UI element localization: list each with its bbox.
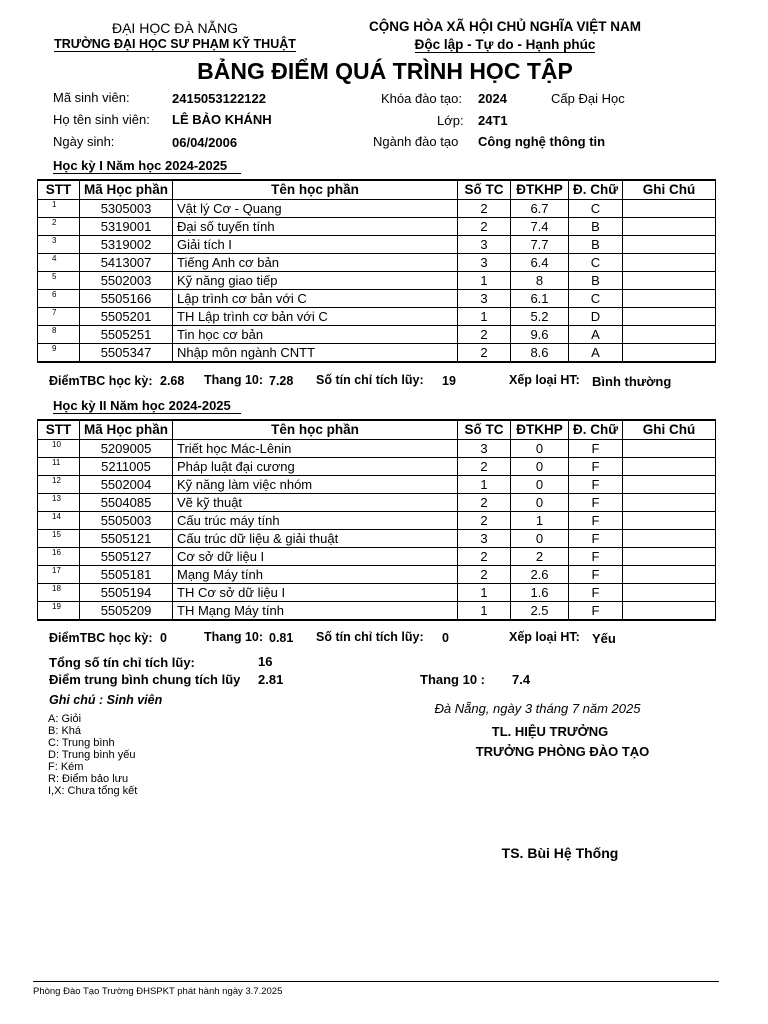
row-number: 18: [38, 584, 80, 602]
course-score: 0: [511, 458, 569, 476]
course-score: 0: [511, 476, 569, 494]
letter-grade: F: [569, 548, 623, 566]
table-row: [38, 272, 716, 290]
table-row: [38, 344, 716, 363]
credit-count: 1: [458, 476, 511, 494]
letter-grade: A: [569, 344, 623, 363]
semester-2-heading: [53, 398, 241, 413]
letter-grade: F: [569, 584, 623, 602]
note-cell: [623, 512, 716, 530]
credit-count: 3: [458, 236, 511, 254]
course-name: Kỹ năng giao tiếp: [173, 272, 458, 290]
credit-count: 1: [458, 584, 511, 602]
col-header: Số TC: [458, 180, 511, 200]
legend-item: R: Điểm bảo lưu: [48, 773, 129, 785]
row-number: 14: [38, 512, 80, 530]
total-credits-label: Tổng số tín chỉ tích lũy:: [49, 655, 195, 670]
dob-label: Ngày sinh:: [53, 134, 115, 149]
credit-count: 2: [458, 566, 511, 584]
semester-1-rows: [38, 200, 716, 363]
note-cell: [623, 548, 716, 566]
course-label: Khóa đào tạo:: [381, 91, 462, 106]
letter-grade: B: [569, 218, 623, 236]
course-score: 8.6: [511, 344, 569, 363]
sem1-tbc: 2.68: [160, 374, 185, 388]
letter-grade: F: [569, 530, 623, 548]
credit-count: 1: [458, 272, 511, 290]
signature-line2: TRƯỞNG PHÒNG ĐÀO TẠO: [475, 744, 650, 759]
course-code: 5505127: [80, 548, 173, 566]
total-t10-label: Thang 10 :: [420, 672, 486, 687]
row-number: 11: [38, 458, 80, 476]
sem2-rank-label: Xếp loại HT:: [509, 630, 580, 644]
course-name: TH Mạng Máy tính: [173, 602, 458, 621]
course-name: Đại số tuyến tính: [173, 218, 458, 236]
row-number: 2: [38, 218, 80, 236]
course-code: 5505166: [80, 290, 173, 308]
col-header: STT: [38, 180, 80, 200]
course-score: 2.5: [511, 602, 569, 621]
course-code: 5319002: [80, 236, 173, 254]
course-code: 5504085: [80, 494, 173, 512]
school-name-text: TRƯỜNG ĐẠI HỌC SƯ PHẠM KỸ THUẬT: [54, 37, 296, 51]
student-name-label: Họ tên sinh viên:: [53, 112, 150, 127]
table-row: [38, 458, 716, 476]
course-code: 5505201: [80, 308, 173, 326]
course-score: 1: [511, 512, 569, 530]
note-cell: [623, 200, 716, 218]
note-cell: [623, 218, 716, 236]
credit-count: 3: [458, 254, 511, 272]
footer-divider: [33, 981, 719, 982]
major: Công nghệ thông tin: [478, 134, 606, 149]
course-code: 5305003: [80, 200, 173, 218]
row-number: 12: [38, 476, 80, 494]
letter-grade: F: [569, 440, 623, 458]
row-number: 1: [38, 200, 80, 218]
sem2-rank: Yếu: [592, 631, 616, 646]
course-name: Vẽ kỹ thuật: [173, 494, 458, 512]
course-name: Nhập môn ngành CNTT: [173, 344, 458, 363]
credit-count: 2: [458, 512, 511, 530]
course-score: 8: [511, 272, 569, 290]
total-gpa: 2.81: [258, 672, 284, 687]
col-header: STT: [38, 420, 80, 440]
semester-2-rows: [38, 440, 716, 621]
university-name: ĐẠI HỌC ĐÀ NẴNG: [111, 20, 238, 36]
class: 24T1: [478, 113, 508, 128]
credit-count: 2: [458, 548, 511, 566]
class-label: Lớp:: [437, 113, 464, 128]
school-name: [30, 37, 320, 51]
letter-grade: F: [569, 602, 623, 621]
row-number: 8: [38, 326, 80, 344]
table-row: [38, 200, 716, 218]
note-cell: [623, 308, 716, 326]
row-number: 5: [38, 272, 80, 290]
table-row: [38, 512, 716, 530]
table-row: [38, 476, 716, 494]
table-row: [38, 440, 716, 458]
notes-legend: [48, 713, 137, 797]
credit-count: 3: [458, 440, 511, 458]
col-header: Đ. Chữ: [569, 420, 623, 440]
course-score: 1.6: [511, 584, 569, 602]
note-cell: [623, 458, 716, 476]
note-cell: [623, 476, 716, 494]
signature-line1: TL. HIỆU TRƯỞNG: [491, 724, 609, 739]
course-name: Vật lý Cơ - Quang: [173, 200, 458, 218]
credit-count: 2: [458, 200, 511, 218]
course-score: 6.4: [511, 254, 569, 272]
nation-motto-text: Độc lập - Tự do - Hạnh phúc: [414, 37, 596, 52]
course-code: 5211005: [80, 458, 173, 476]
letter-grade: F: [569, 512, 623, 530]
sem1-credits-label: Số tín chỉ tích lũy:: [316, 373, 424, 387]
course-code: 5505251: [80, 326, 173, 344]
semester-1-heading: [53, 158, 241, 173]
course-name: Cơ sở dữ liệu I: [173, 548, 458, 566]
col-header: Mã Học phần: [80, 420, 173, 440]
sem1-t10: 7.28: [269, 374, 294, 388]
note-cell: [623, 530, 716, 548]
note-cell: [623, 236, 716, 254]
row-number: 19: [38, 602, 80, 621]
legend-item: A: Giỏi: [48, 713, 82, 725]
course-name: Tin học cơ bản: [173, 326, 458, 344]
course-code: 5505209: [80, 602, 173, 621]
course-code: 5505194: [80, 584, 173, 602]
letter-grade: B: [569, 236, 623, 254]
course-score: 0: [511, 494, 569, 512]
student-id: 2415053122122: [172, 91, 266, 106]
table-row: [38, 254, 716, 272]
note-cell: [623, 290, 716, 308]
table-row: [38, 548, 716, 566]
letter-grade: A: [569, 326, 623, 344]
sem2-tbc-label: ĐiểmTBC học kỳ:: [49, 631, 153, 645]
sem2-t10: 0.81: [269, 631, 294, 645]
course-score: 6.7: [511, 200, 569, 218]
total-t10: 7.4: [512, 672, 531, 687]
course-code: 5209005: [80, 440, 173, 458]
note-cell: [623, 272, 716, 290]
credit-count: 2: [458, 326, 511, 344]
sem2-credits-label: Số tín chỉ tích lũy:: [316, 630, 424, 644]
table-row: [38, 566, 716, 584]
table-row: [38, 236, 716, 254]
course-code: 5502004: [80, 476, 173, 494]
letter-grade: F: [569, 458, 623, 476]
sem2-t10-label: Thang 10:: [204, 630, 264, 644]
sem1-rank: Bình thường: [592, 374, 672, 389]
page-title: BẢNG ĐIỂM QUÁ TRÌNH HỌC TẬP: [197, 58, 573, 84]
nation-motto: [355, 37, 655, 52]
sem2-credits: 0: [442, 631, 449, 645]
nation-name: CỘNG HÒA XÃ HỘI CHỦ NGHĨA VIỆT NAM: [368, 19, 641, 34]
note-cell: [623, 440, 716, 458]
sem1-rank-label: Xếp loại HT:: [509, 373, 580, 387]
course-code: 5502003: [80, 272, 173, 290]
course-name: Cấu trúc dữ liệu & giải thuật: [173, 530, 458, 548]
semester-2-table: [37, 419, 716, 621]
letter-grade: B: [569, 272, 623, 290]
course-name: Giải tích I: [173, 236, 458, 254]
student-name: LÊ BẢO KHÁNH: [172, 112, 272, 127]
legend-item: I,X: Chưa tổng kết: [48, 785, 138, 797]
table-row: [38, 308, 716, 326]
row-number: 9: [38, 344, 80, 363]
student-id-label: Mã sinh viên:: [53, 90, 130, 105]
credit-count: 2: [458, 344, 511, 363]
course-score: 2: [511, 548, 569, 566]
course-code: 5505181: [80, 566, 173, 584]
col-header: Số TC: [458, 420, 511, 440]
course-score: 2.6: [511, 566, 569, 584]
course-code: 5505347: [80, 344, 173, 363]
sem1-t10-label: Thang 10:: [204, 373, 264, 387]
course-name: Tiếng Anh cơ bản: [173, 254, 458, 272]
table-row: [38, 584, 716, 602]
course-name: TH Cơ sở dữ liệu I: [173, 584, 458, 602]
row-number: 16: [38, 548, 80, 566]
legend-item: B: Khá: [48, 725, 82, 737]
semester-1-heading-text: Học kỳ I Năm học 2024-2025: [53, 158, 241, 174]
course-code: 5505003: [80, 512, 173, 530]
row-number: 4: [38, 254, 80, 272]
col-header: Ghi Chú: [623, 180, 716, 200]
course-name: Pháp luật đại cương: [173, 458, 458, 476]
note-cell: [623, 326, 716, 344]
letter-grade: C: [569, 200, 623, 218]
sem1-tbc-label: ĐiểmTBC học kỳ:: [49, 374, 153, 388]
table-header-row: [38, 420, 716, 440]
signer-name: TS. Bùi Hệ Thống: [501, 845, 619, 861]
table-row: [38, 530, 716, 548]
table-row: [38, 494, 716, 512]
footer-note: Phòng Đào Tạo Trường ĐHSPKT phát hành ngày 3.7.2025: [33, 986, 283, 997]
course-name: Triết học Mác-Lênin: [173, 440, 458, 458]
dob: 06/04/2006: [172, 135, 238, 150]
note-cell: [623, 566, 716, 584]
credit-count: 3: [458, 290, 511, 308]
note-cell: [623, 254, 716, 272]
row-number: 6: [38, 290, 80, 308]
note-cell: [623, 344, 716, 363]
table-row: [38, 602, 716, 621]
letter-grade: C: [569, 290, 623, 308]
note-cell: [623, 602, 716, 621]
total-credits: 16: [258, 654, 273, 669]
col-header: ĐTKHP: [511, 180, 569, 200]
row-number: 7: [38, 308, 80, 326]
legend-item: F: Kém: [48, 761, 84, 773]
legend-item: C: Trung bình: [48, 737, 115, 749]
notes-title: Ghi chú : Sinh viên: [49, 693, 163, 707]
letter-grade: F: [569, 476, 623, 494]
level: Cấp Đại Học: [551, 91, 625, 106]
col-header: ĐTKHP: [511, 420, 569, 440]
row-number: 13: [38, 494, 80, 512]
note-cell: [623, 494, 716, 512]
course-name: Mạng Máy tính: [173, 566, 458, 584]
legend-item: D: Trung bình yếu: [48, 749, 136, 761]
course-score: 0: [511, 440, 569, 458]
letter-grade: F: [569, 494, 623, 512]
course-score: 7.7: [511, 236, 569, 254]
course-score: 9.6: [511, 326, 569, 344]
course-score: 0: [511, 530, 569, 548]
credit-count: 2: [458, 218, 511, 236]
course-code: 5505121: [80, 530, 173, 548]
place-date: Đà Nẵng, ngày 3 tháng 7 năm 2025: [434, 701, 641, 716]
note-cell: [623, 584, 716, 602]
total-gpa-label: Điểm trung bình chung tích lũy: [49, 672, 241, 687]
course: 2024: [478, 91, 507, 106]
row-number: 3: [38, 236, 80, 254]
course-score: 6.1: [511, 290, 569, 308]
row-number: 15: [38, 530, 80, 548]
col-header: Mã Học phần: [80, 180, 173, 200]
letter-grade: D: [569, 308, 623, 326]
course-name: Cấu trúc máy tính: [173, 512, 458, 530]
course-name: Kỹ năng làm việc nhóm: [173, 476, 458, 494]
semester-2-heading-text: Học kỳ II Năm học 2024-2025: [53, 398, 241, 414]
col-header: Ghi Chú: [623, 420, 716, 440]
course-name: Lập trình cơ bản với C: [173, 290, 458, 308]
course-code: 5413007: [80, 254, 173, 272]
table-row: [38, 290, 716, 308]
sem2-tbc: 0: [160, 631, 167, 645]
sem1-credits: 19: [442, 374, 456, 388]
table-row: [38, 326, 716, 344]
row-number: 10: [38, 440, 80, 458]
col-header: Tên học phần: [173, 180, 458, 200]
credit-count: 2: [458, 494, 511, 512]
table-row: [38, 218, 716, 236]
credit-count: 1: [458, 308, 511, 326]
major-label: Ngành đào tạo: [373, 134, 459, 149]
credit-count: 2: [458, 458, 511, 476]
semester-1-table: [37, 179, 716, 363]
course-score: 7.4: [511, 218, 569, 236]
letter-grade: C: [569, 254, 623, 272]
row-number: 17: [38, 566, 80, 584]
table-header-row: [38, 180, 716, 200]
credit-count: 3: [458, 530, 511, 548]
col-header: Đ. Chữ: [569, 180, 623, 200]
course-name: TH Lập trình cơ bản với C: [173, 308, 458, 326]
course-score: 5.2: [511, 308, 569, 326]
letter-grade: F: [569, 566, 623, 584]
course-code: 5319001: [80, 218, 173, 236]
credit-count: 1: [458, 602, 511, 621]
col-header: Tên học phần: [173, 420, 458, 440]
